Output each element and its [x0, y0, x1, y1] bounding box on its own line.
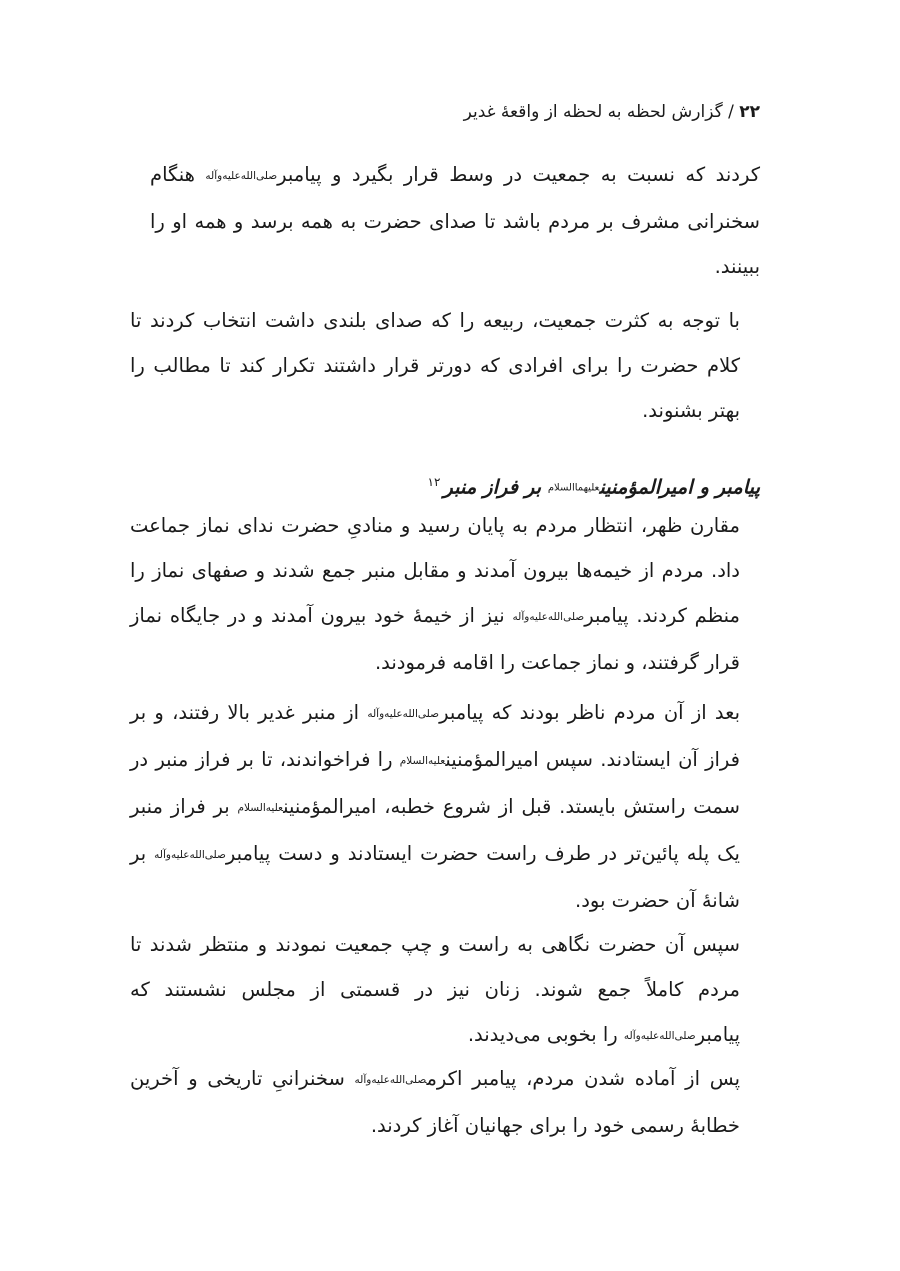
honorific: علیه‌السلام: [237, 802, 284, 814]
honorific: صلی‌الله‌علیه‌وآله: [354, 1074, 427, 1086]
paragraph-2: [130, 298, 760, 433]
paragraph-6: [130, 1056, 760, 1148]
paragraph-text: سخنرانیِ تاریخی و آخرین خطابهٔ رسمی خود را برای جهانیان آغاز کردند.: [130, 1067, 740, 1137]
heading-text: بر فراز منبر: [443, 475, 548, 499]
paragraph-text: بر شانهٔ آن حضرت بود.: [130, 842, 740, 912]
footnote-marker: ۱۲: [427, 475, 441, 489]
honorific: صلی‌الله‌علیه‌وآله: [205, 170, 278, 182]
paragraph-text: سپس آن حضرت نگاهی به راست و چپ جمعیت نمودند و منتظر شدند تا مردم کاملاً جمع شوند. زنان نیز در قسمتی از مجلس نشستند که پیامبر: [130, 933, 740, 1046]
honorific: صلی‌الله‌علیه‌وآله: [154, 849, 226, 861]
paragraph-text: بر فراز منبر یک پله پائین‌تر در طرف راست حضرت ایستادند و دست پیامبر: [130, 795, 740, 865]
paragraph-text: بعد از آن مردم ناظر بودند که پیامبر: [439, 701, 740, 724]
paragraph-text: با توجه به کثرت جمعیت، ربیعه را که صدای بلندی داشت انتخاب کردند تا کلام حضرت را برای افرادی که دورتر قرار داشتند تکرار کند تا مطالب را بهتر بشنوند.: [130, 309, 740, 422]
header-separator: /: [722, 102, 740, 122]
honorific: صلی‌الله‌علیه‌وآله: [623, 1030, 696, 1042]
paragraph-text: را بخوبی می‌دیدند.: [467, 1023, 624, 1046]
heading-text: پیامبر و امیرالمؤمنین: [599, 475, 760, 499]
page-number: ۲۲: [739, 102, 760, 122]
section-heading: [150, 462, 760, 509]
book-title: گزارش لحظه به لحظه از واقعهٔ غدیر: [463, 102, 723, 122]
paragraph-4: [130, 690, 760, 923]
paragraph-text: مقارن ظهر، انتظار مردم به پایان رسید و منادیِ حضرت ندای نماز جماعت داد. مردم از خیمه‌ها بیرون آمدند و مقابل منبر جمع شدند و صفهای نماز را منظم کردند. پیامبر: [130, 514, 740, 627]
honorific: علیه‌السلام: [399, 755, 446, 767]
paragraph-1: [150, 152, 760, 289]
paragraph-text: پس از آماده شدن مردم، پیامبر اکرم: [426, 1067, 740, 1090]
paragraph-text: نیز از خیمهٔ خود بیرون آمدند و در جایگاه نماز قرار گرفتند، و نماز جماعت را اقامه فرمودند.: [130, 604, 740, 674]
paragraph-text: کردند که نسبت به جمعیت در وسط قرار بگیرد و پیامبر: [277, 163, 760, 186]
paragraph-text: از منبر غدیر بالا رفتند، و بر فراز آن ایستادند. سپس امیرالمؤمنین: [130, 701, 740, 771]
paragraph-3: [130, 503, 760, 685]
running-head: [150, 98, 760, 126]
honorific: علیهماالسلام: [547, 482, 600, 494]
honorific: صلی‌الله‌علیه‌وآله: [512, 611, 585, 623]
honorific: صلی‌الله‌علیه‌وآله: [367, 708, 440, 720]
paragraph-5: [130, 922, 760, 1059]
paragraph-text: را فراخواندند، تا بر فراز منبر در سمت راستش بایستد. قبل از شروع خطبه، امیرالمؤمنین: [130, 748, 740, 818]
paragraph-text: هنگام سخنرانی مشرف بر مردم باشد تا صدای حضرت به همه برسد و همه او را ببینند.: [150, 163, 760, 278]
